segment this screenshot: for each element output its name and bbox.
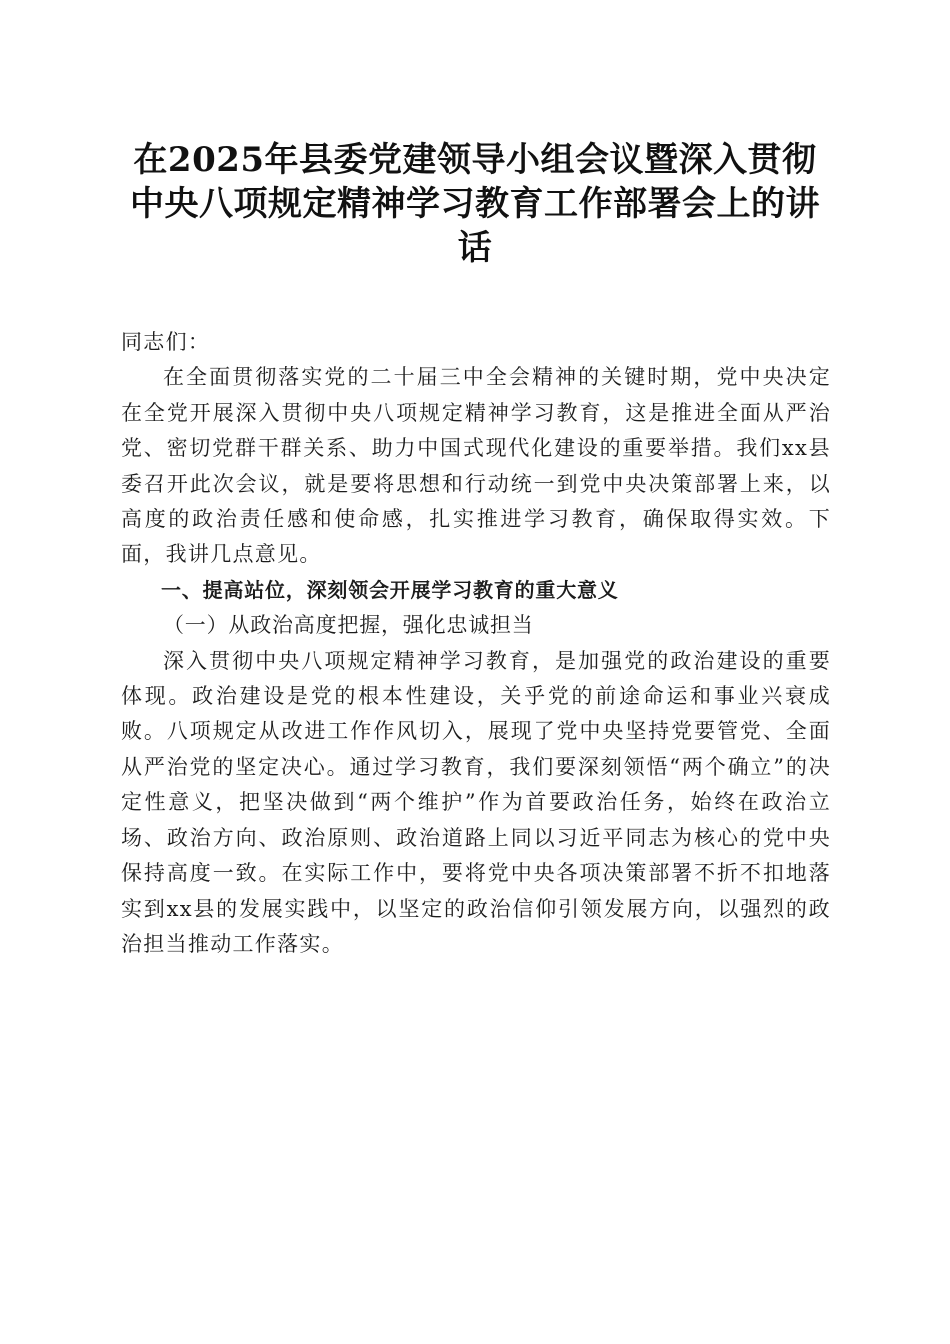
body-paragraph: 深入贯彻中央八项规定精神学习教育，是加强党的政治建设的重要体现。政治建设是党的根本性建设，关乎党的前途命运和事业兴衰成败。八项规定从改进工作作风切入，展现了党中央坚持党要管党、全面从严治党的坚定决心。通过学习教育，我们要深刻领悟“两个确立”的决定性意义，把坚决做到“两个维护”作为首要政治任务，始终在政治立场、政治方向、政治原则、政治道路上同以习近平同志为核心的党中央保持高度一致。在实际工作中，要将党中央各项决策部署不折不扣地落实到xx县的发展实践中，以坚定的政治信仰引领发展方向，以强烈的政治担当推动工作落实。 — [121, 648, 831, 956]
title-line-3: 话 — [457, 228, 493, 268]
document-title — [110, 138, 840, 270]
salutation: 同志们： — [121, 330, 211, 354]
title-line-1: 在2025年县委党建领导小组会议暨深入贯彻 — [133, 140, 817, 180]
subsection-heading: （一）从政治高度把握，强化忠诚担当 — [163, 613, 534, 638]
section-heading: 一、提高站位，深刻领会开展学习教育的重大意义 — [161, 577, 619, 602]
title-line-2: 中央八项规定精神学习教育工作部署会上的讲 — [130, 184, 820, 224]
intro-paragraph: 在全面贯彻落实党的二十届三中全会精神的关键时期，党中央决定在全党开展深入贯彻中央八项规定精神学习教育，这是推进全面从严治党、密切党群干群关系、助力中国式现代化建设的重要举措。我们xx县委召开此次会议，就是要将思想和行动统一到党中央决策部署上来，以高度的政治责任感和使命感，扎实推进学习教育，确保取得实效。下面，我讲几点意见。 — [121, 365, 831, 567]
document-body — [121, 325, 831, 962]
